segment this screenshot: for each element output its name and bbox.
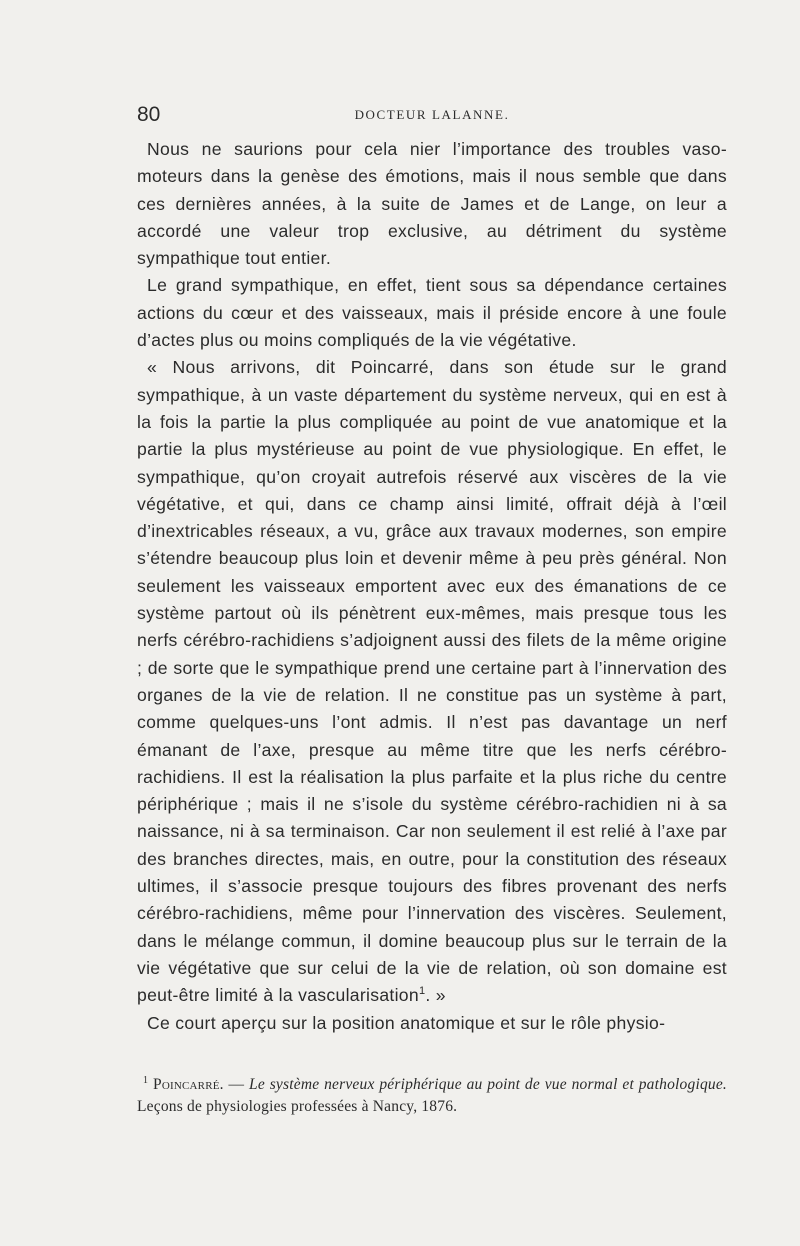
footnote — [137, 1074, 727, 1118]
quote-end: . » — [425, 985, 446, 1006]
footnote-title: Le système nerveux périphérique au point de vue normal et pathologique. — [249, 1076, 728, 1093]
paragraph-4: Ce court aperçu sur la position anatomique et sur le rôle physio- — [147, 1012, 666, 1033]
page-number: 80 — [137, 103, 161, 126]
running-head — [137, 100, 727, 130]
footnote-rest: Leçons de physiologies professées à Nancy, 1876. — [137, 1098, 458, 1115]
footnote-author: Poincarré. — [153, 1076, 224, 1093]
footnote-text — [137, 1074, 727, 1118]
paragraph-2: Le grand sympathique, en effet, tient sous sa dépendance certaines actions du cœur et des vaisseaux, mais il préside encore à une foule d’actes plus ou moins compliqués de la vie végétative. — [137, 275, 727, 351]
paragraph-1: Nous ne saurions pour cela nier l’importance des troubles vaso-moteurs dans la genèse des émotions, mais il nous semble que dans ces dernières années, à la suite de James et de Lange, on leur a accordé une valeur trop exclusive, au détriment du système sympathique tout entier. — [137, 139, 727, 269]
paragraph-3-quote — [137, 354, 727, 1009]
quote-text: « Nous arrivons, dit Poincarré, dans son étude sur le grand sympathique, à un vaste département du système nerveux, qui en est à la fois la partie la plus compliquée au point de vue anatomique et la partie la plus mystérieuse au point de vue physiologique. En effet, le sympathique, qu’on croyait autrefois réservé aux viscères de la vie végétative, et qui, dans ce champ ainsi limité, offrait déjà à l’œil d’inextricables réseaux, a vu, grâce aux travaux modernes, son empire s’étendre beaucoup plus loin et devenir même à peu près général. Non seulement les vaisseaux emportent avec eux des émanations de ce système partout où ils pénètrent eux-mêmes, mais presque tous les nerfs cérébro-rachidiens s’adjoignent aussi des filets de la même origine ; de sorte que le sympathique prend une certaine part à l’innervation des organes de la vie de relation. Il ne constitue pas un système à part, comme quelques-uns l’ont admis. Il n’est pas davantage un nerf émanant de l’axe, presque au même titre que les nerfs cérébro-rachidiens. Il est la réalisation la plus parfaite et la plus riche du centre périphérique ; mais il ne s’isole du système cérébro-rachidien ni à sa naissance, ni à sa terminaison. Car non seulement il est relié à l’axe par des branches directes, mais, en outre, pour la constitution des réseaux ultimes, il s’associe presque toujours des fibres provenant des nerfs cérébro-rachidiens, même pour l’innervation des viscères. Seulement, dans le mélange commun, il domine beaucoup plus sur le terrain de la vie végétative que sur celui de la vie de relation, où son domaine est peut-être limité à la vascularisation — [137, 357, 727, 1006]
footnote-dash: — — [223, 1076, 250, 1093]
footnote-marker: 1 — [143, 1074, 149, 1086]
running-title: DOCTEUR LALANNE. — [354, 107, 510, 122]
footnote-reference: 1 — [418, 985, 426, 998]
body-text — [137, 136, 727, 1037]
